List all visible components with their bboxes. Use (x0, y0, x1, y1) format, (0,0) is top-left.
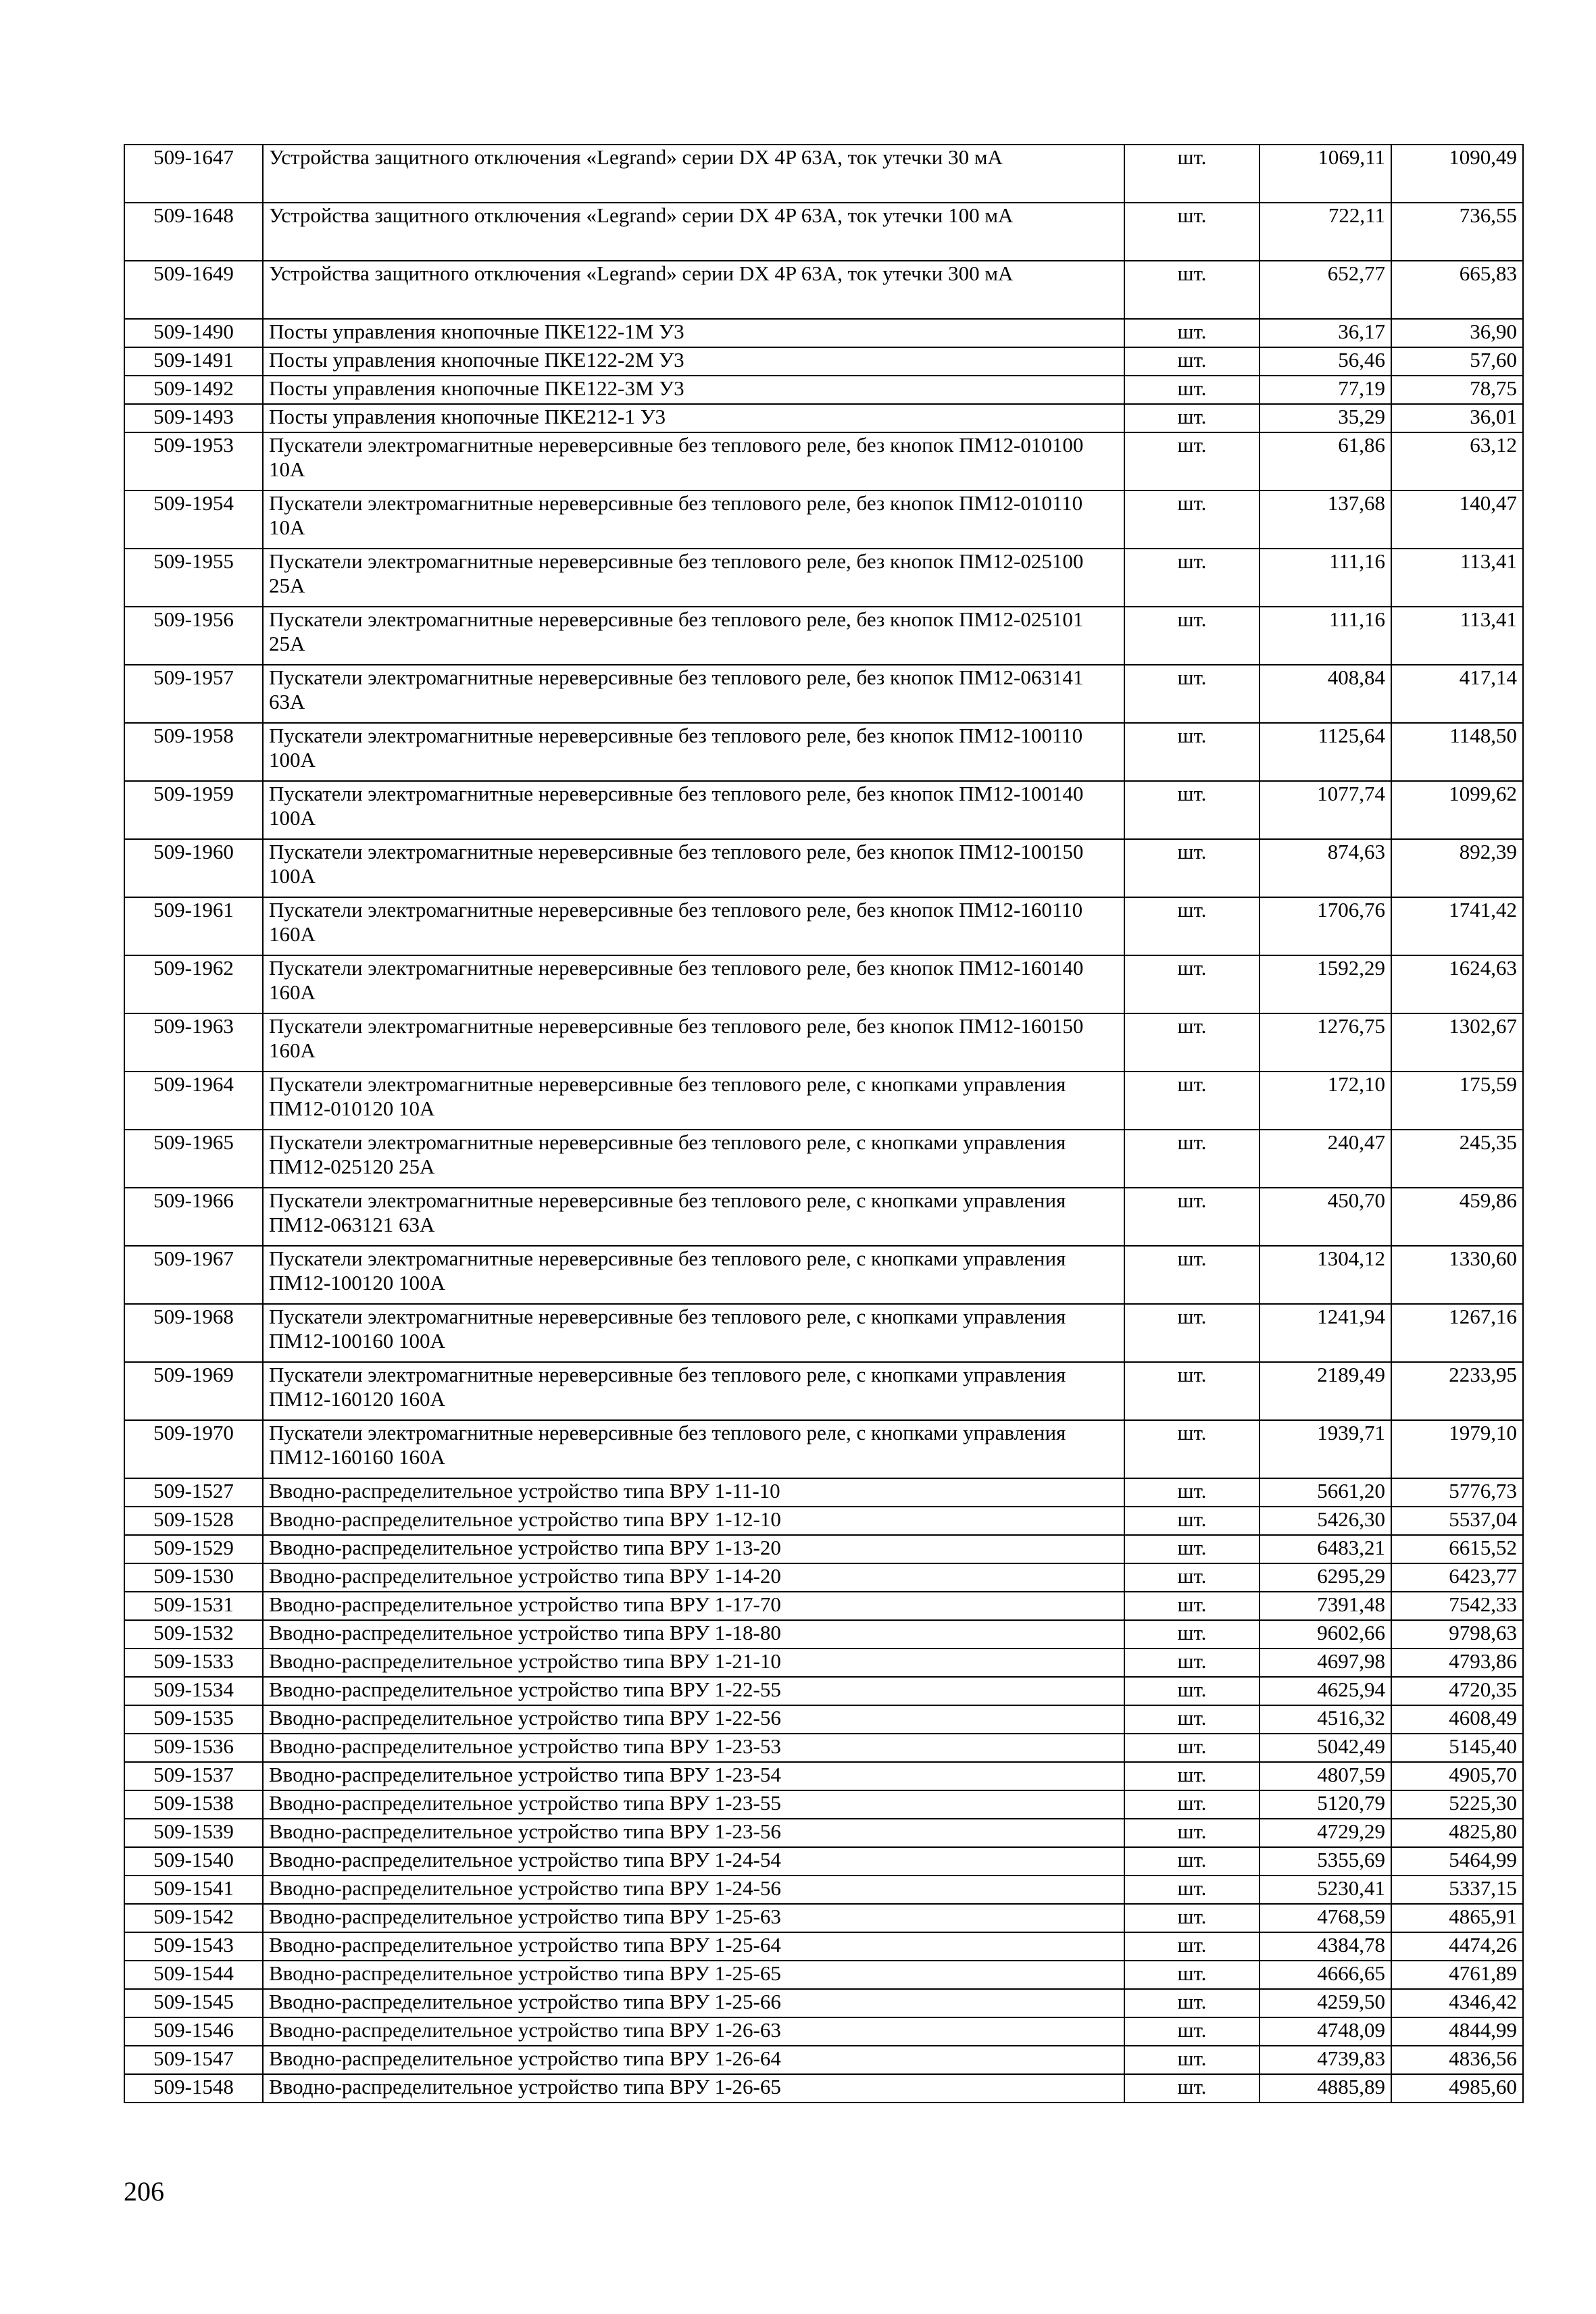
price2-cell: 113,41 (1391, 549, 1523, 607)
code-cell: 509-1961 (124, 897, 263, 955)
name-cell: Вводно-распределительное устройство типа ВРУ 1-26-65 (263, 2074, 1124, 2103)
price1-cell: 5230,41 (1260, 1876, 1391, 1904)
price1-cell: 77,19 (1260, 376, 1391, 404)
code-cell: 509-1954 (124, 491, 263, 549)
unit-cell: шт. (1124, 1535, 1260, 1563)
price2-cell: 736,55 (1391, 203, 1523, 261)
table-row (124, 1904, 1523, 1932)
table-row (124, 549, 1523, 607)
name-cell: Пускатели электромагнитные нереверсивные без теплового реле, с кнопками управления ПМ12-010120 10А (263, 1072, 1124, 1130)
name-cell: Посты управления кнопочные ПКЕ212-1 У3 (263, 404, 1124, 432)
table-row (124, 261, 1523, 319)
code-cell: 509-1545 (124, 1989, 263, 2017)
price2-cell: 5464,99 (1391, 1847, 1523, 1876)
code-cell: 509-1958 (124, 723, 263, 781)
table-row (124, 1478, 1523, 1507)
code-cell: 509-1546 (124, 2017, 263, 2046)
name-cell: Вводно-распределительное устройство типа ВРУ 1-23-54 (263, 1762, 1124, 1790)
price2-cell: 5337,15 (1391, 1876, 1523, 1904)
unit-cell: шт. (1124, 1563, 1260, 1592)
price1-cell: 5661,20 (1260, 1478, 1391, 1507)
price1-cell: 4885,89 (1260, 2074, 1391, 2103)
unit-cell: шт. (1124, 1362, 1260, 1420)
price2-cell: 63,12 (1391, 432, 1523, 491)
unit-cell: шт. (1124, 1620, 1260, 1649)
code-cell: 509-1963 (124, 1013, 263, 1072)
price2-cell: 1099,62 (1391, 781, 1523, 839)
price1-cell: 4259,50 (1260, 1989, 1391, 2017)
price1-cell: 240,47 (1260, 1130, 1391, 1188)
price1-cell: 5426,30 (1260, 1507, 1391, 1535)
unit-cell: шт. (1124, 1876, 1260, 1904)
code-cell: 509-1647 (124, 145, 263, 203)
code-cell: 509-1957 (124, 665, 263, 723)
table-row (124, 1932, 1523, 1961)
price2-cell: 6615,52 (1391, 1535, 1523, 1563)
code-cell: 509-1536 (124, 1734, 263, 1762)
code-cell: 509-1539 (124, 1819, 263, 1847)
price2-cell: 4844,99 (1391, 2017, 1523, 2046)
price1-cell: 1077,74 (1260, 781, 1391, 839)
name-cell: Вводно-распределительное устройство типа ВРУ 1-23-56 (263, 1819, 1124, 1847)
unit-cell: шт. (1124, 1819, 1260, 1847)
table-row (124, 607, 1523, 665)
code-cell: 509-1548 (124, 2074, 263, 2103)
price1-cell: 4768,59 (1260, 1904, 1391, 1932)
price1-cell: 4729,29 (1260, 1819, 1391, 1847)
name-cell: Вводно-распределительное устройство типа ВРУ 1-25-65 (263, 1961, 1124, 1989)
price1-cell: 4807,59 (1260, 1762, 1391, 1790)
name-cell: Вводно-распределительное устройство типа ВРУ 1-25-64 (263, 1932, 1124, 1961)
price1-cell: 1939,71 (1260, 1420, 1391, 1478)
code-cell: 509-1537 (124, 1762, 263, 1790)
name-cell: Вводно-распределительное устройство типа ВРУ 1-22-56 (263, 1705, 1124, 1734)
price2-cell: 892,39 (1391, 839, 1523, 897)
code-cell: 509-1965 (124, 1130, 263, 1188)
code-cell: 509-1530 (124, 1563, 263, 1592)
code-cell: 509-1492 (124, 376, 263, 404)
price1-cell: 56,46 (1260, 347, 1391, 376)
name-cell: Вводно-распределительное устройство типа ВРУ 1-12-10 (263, 1507, 1124, 1535)
price1-cell: 9602,66 (1260, 1620, 1391, 1649)
table-row (124, 1592, 1523, 1620)
code-cell: 509-1959 (124, 781, 263, 839)
name-cell: Посты управления кнопочные ПКЕ122-1М У3 (263, 319, 1124, 347)
table-row (124, 1620, 1523, 1649)
price1-cell: 1069,11 (1260, 145, 1391, 203)
unit-cell: шт. (1124, 2074, 1260, 2103)
price1-cell: 4697,98 (1260, 1649, 1391, 1677)
price2-cell: 4720,35 (1391, 1677, 1523, 1705)
code-cell: 509-1535 (124, 1705, 263, 1734)
price2-cell: 245,35 (1391, 1130, 1523, 1188)
unit-cell: шт. (1124, 1013, 1260, 1072)
code-cell: 509-1538 (124, 1790, 263, 1819)
name-cell: Пускатели электромагнитные нереверсивные без теплового реле, без кнопок ПМ12-100140 100А (263, 781, 1124, 839)
price2-cell: 5537,04 (1391, 1507, 1523, 1535)
unit-cell: шт. (1124, 1734, 1260, 1762)
unit-cell: шт. (1124, 319, 1260, 347)
price2-cell: 175,59 (1391, 1072, 1523, 1130)
price2-cell: 417,14 (1391, 665, 1523, 723)
table-row (124, 955, 1523, 1013)
price2-cell: 4346,42 (1391, 1989, 1523, 2017)
name-cell: Вводно-распределительное устройство типа ВРУ 1-18-80 (263, 1620, 1124, 1649)
table-row (124, 1649, 1523, 1677)
code-cell: 509-1493 (124, 404, 263, 432)
unit-cell: шт. (1124, 1705, 1260, 1734)
unit-cell: шт. (1124, 897, 1260, 955)
unit-cell: шт. (1124, 1961, 1260, 1989)
table-row (124, 1507, 1523, 1535)
unit-cell: шт. (1124, 723, 1260, 781)
table-row (124, 723, 1523, 781)
price1-cell: 1241,94 (1260, 1304, 1391, 1362)
name-cell: Вводно-распределительное устройство типа ВРУ 1-23-53 (263, 1734, 1124, 1762)
price2-cell: 2233,95 (1391, 1362, 1523, 1420)
unit-cell: шт. (1124, 261, 1260, 319)
name-cell: Вводно-распределительное устройство типа ВРУ 1-24-56 (263, 1876, 1124, 1904)
code-cell: 509-1540 (124, 1847, 263, 1876)
price1-cell: 4516,32 (1260, 1705, 1391, 1734)
code-cell: 509-1962 (124, 955, 263, 1013)
price2-cell: 4474,26 (1391, 1932, 1523, 1961)
name-cell: Вводно-распределительное устройство типа ВРУ 1-23-55 (263, 1790, 1124, 1819)
price2-cell: 113,41 (1391, 607, 1523, 665)
code-cell: 509-1960 (124, 839, 263, 897)
price2-cell: 459,86 (1391, 1188, 1523, 1246)
price2-cell: 1148,50 (1391, 723, 1523, 781)
price1-cell: 1125,64 (1260, 723, 1391, 781)
price2-cell: 4836,56 (1391, 2046, 1523, 2074)
price2-cell: 9798,63 (1391, 1620, 1523, 1649)
price1-cell: 1592,29 (1260, 955, 1391, 1013)
price2-cell: 7542,33 (1391, 1592, 1523, 1620)
table-row (124, 1677, 1523, 1705)
table-row (124, 1705, 1523, 1734)
price1-cell: 6295,29 (1260, 1563, 1391, 1592)
name-cell: Пускатели электромагнитные нереверсивные без теплового реле, с кнопками управления ПМ12-160160 160А (263, 1420, 1124, 1478)
table-row (124, 404, 1523, 432)
price2-cell: 1267,16 (1391, 1304, 1523, 1362)
price1-cell: 4384,78 (1260, 1932, 1391, 1961)
table-row (124, 1847, 1523, 1876)
name-cell: Вводно-распределительное устройство типа ВРУ 1-24-54 (263, 1847, 1124, 1876)
price1-cell: 6483,21 (1260, 1535, 1391, 1563)
table-row (124, 1420, 1523, 1478)
code-cell: 509-1964 (124, 1072, 263, 1130)
price2-cell: 5145,40 (1391, 1734, 1523, 1762)
name-cell: Вводно-распределительное устройство типа ВРУ 1-26-63 (263, 2017, 1124, 2046)
price1-cell: 111,16 (1260, 607, 1391, 665)
price2-cell: 4608,49 (1391, 1705, 1523, 1734)
price1-cell: 5120,79 (1260, 1790, 1391, 1819)
price2-cell: 5225,30 (1391, 1790, 1523, 1819)
price-table (124, 144, 1524, 2103)
table-row (124, 347, 1523, 376)
unit-cell: шт. (1124, 1790, 1260, 1819)
code-cell: 509-1968 (124, 1304, 263, 1362)
code-cell: 509-1547 (124, 2046, 263, 2074)
code-cell: 509-1541 (124, 1876, 263, 1904)
price2-cell: 665,83 (1391, 261, 1523, 319)
code-cell: 509-1528 (124, 1507, 263, 1535)
page-number: 206 (124, 2176, 164, 2207)
name-cell: Пускатели электромагнитные нереверсивные без теплового реле, с кнопками управления ПМ12-160120 160А (263, 1362, 1124, 1420)
price1-cell: 137,68 (1260, 491, 1391, 549)
unit-cell: шт. (1124, 1188, 1260, 1246)
price1-cell: 35,29 (1260, 404, 1391, 432)
price1-cell: 7391,48 (1260, 1592, 1391, 1620)
code-cell: 509-1953 (124, 432, 263, 491)
code-cell: 509-1527 (124, 1478, 263, 1507)
table-row (124, 1188, 1523, 1246)
name-cell: Пускатели электромагнитные нереверсивные без теплового реле, без кнопок ПМ12-025101 25А (263, 607, 1124, 665)
price1-cell: 1276,75 (1260, 1013, 1391, 1072)
table-row (124, 376, 1523, 404)
name-cell: Пускатели электромагнитные нереверсивные без теплового реле, с кнопками управления ПМ12-100120 100А (263, 1246, 1124, 1304)
unit-cell: шт. (1124, 1420, 1260, 1478)
code-cell: 509-1490 (124, 319, 263, 347)
table-body (124, 145, 1523, 2103)
code-cell: 509-1533 (124, 1649, 263, 1677)
table-row (124, 1013, 1523, 1072)
price1-cell: 408,84 (1260, 665, 1391, 723)
unit-cell: шт. (1124, 1932, 1260, 1961)
unit-cell: шт. (1124, 839, 1260, 897)
unit-cell: шт. (1124, 432, 1260, 491)
price2-cell: 4865,91 (1391, 1904, 1523, 1932)
name-cell: Посты управления кнопочные ПКЕ122-2М У3 (263, 347, 1124, 376)
name-cell: Пускатели электромагнитные нереверсивные без теплового реле, с кнопками управления ПМ12-025120 25А (263, 1130, 1124, 1188)
price2-cell: 4825,80 (1391, 1819, 1523, 1847)
unit-cell: шт. (1124, 376, 1260, 404)
price1-cell: 36,17 (1260, 319, 1391, 347)
code-cell: 509-1966 (124, 1188, 263, 1246)
price1-cell: 652,77 (1260, 261, 1391, 319)
price1-cell: 1304,12 (1260, 1246, 1391, 1304)
price2-cell: 1624,63 (1391, 955, 1523, 1013)
code-cell: 509-1956 (124, 607, 263, 665)
unit-cell: шт. (1124, 1677, 1260, 1705)
code-cell: 509-1532 (124, 1620, 263, 1649)
unit-cell: шт. (1124, 549, 1260, 607)
name-cell: Пускатели электромагнитные нереверсивные без теплового реле, с кнопками управления ПМ12-063121 63А (263, 1188, 1124, 1246)
unit-cell: шт. (1124, 955, 1260, 1013)
table-row (124, 839, 1523, 897)
price1-cell: 61,86 (1260, 432, 1391, 491)
price2-cell: 4905,70 (1391, 1762, 1523, 1790)
price1-cell: 5042,49 (1260, 1734, 1391, 1762)
unit-cell: шт. (1124, 2017, 1260, 2046)
table-row (124, 1563, 1523, 1592)
table-row (124, 1535, 1523, 1563)
price1-cell: 722,11 (1260, 203, 1391, 261)
table-row (124, 1130, 1523, 1188)
name-cell: Вводно-распределительное устройство типа ВРУ 1-13-20 (263, 1535, 1124, 1563)
unit-cell: шт. (1124, 781, 1260, 839)
table-row (124, 665, 1523, 723)
price2-cell: 5776,73 (1391, 1478, 1523, 1507)
name-cell: Пускатели электромагнитные нереверсивные без теплового реле, без кнопок ПМ12-160140 160А (263, 955, 1124, 1013)
name-cell: Вводно-распределительное устройство типа ВРУ 1-25-63 (263, 1904, 1124, 1932)
price1-cell: 1706,76 (1260, 897, 1391, 955)
unit-cell: шт. (1124, 347, 1260, 376)
code-cell: 509-1955 (124, 549, 263, 607)
table-row (124, 1989, 1523, 2017)
price2-cell: 36,01 (1391, 404, 1523, 432)
table-row (124, 2074, 1523, 2103)
price2-cell: 36,90 (1391, 319, 1523, 347)
price1-cell: 5355,69 (1260, 1847, 1391, 1876)
name-cell: Вводно-распределительное устройство типа ВРУ 1-25-66 (263, 1989, 1124, 2017)
price1-cell: 172,10 (1260, 1072, 1391, 1130)
price2-cell: 1741,42 (1391, 897, 1523, 955)
table-row (124, 203, 1523, 261)
price1-cell: 111,16 (1260, 549, 1391, 607)
code-cell: 509-1543 (124, 1932, 263, 1961)
code-cell: 509-1491 (124, 347, 263, 376)
price2-cell: 140,47 (1391, 491, 1523, 549)
price2-cell: 4985,60 (1391, 2074, 1523, 2103)
name-cell: Пускатели электромагнитные нереверсивные без теплового реле, без кнопок ПМ12-010110 10А (263, 491, 1124, 549)
table-row (124, 1762, 1523, 1790)
unit-cell: шт. (1124, 2046, 1260, 2074)
price2-cell: 57,60 (1391, 347, 1523, 376)
table-row (124, 319, 1523, 347)
name-cell: Пускатели электромагнитные нереверсивные без теплового реле, без кнопок ПМ12-100110 100А (263, 723, 1124, 781)
unit-cell: шт. (1124, 1478, 1260, 1507)
unit-cell: шт. (1124, 1130, 1260, 1188)
price1-cell: 4666,65 (1260, 1961, 1391, 1989)
name-cell: Устройства защитного отключения «Legrand» серии DX 4P 63A, ток утечки 300 мА (263, 261, 1124, 319)
table-row (124, 1304, 1523, 1362)
table-row (124, 1362, 1523, 1420)
unit-cell: шт. (1124, 1904, 1260, 1932)
code-cell: 509-1544 (124, 1961, 263, 1989)
code-cell: 509-1542 (124, 1904, 263, 1932)
unit-cell: шт. (1124, 1592, 1260, 1620)
name-cell: Пускатели электромагнитные нереверсивные без теплового реле, без кнопок ПМ12-025100 25А (263, 549, 1124, 607)
price2-cell: 6423,77 (1391, 1563, 1523, 1592)
code-cell: 509-1648 (124, 203, 263, 261)
code-cell: 509-1970 (124, 1420, 263, 1478)
unit-cell: шт. (1124, 1989, 1260, 2017)
name-cell: Посты управления кнопочные ПКЕ122-3М У3 (263, 376, 1124, 404)
name-cell: Пускатели электромагнитные нереверсивные без теплового реле, без кнопок ПМ12-160150 160А (263, 1013, 1124, 1072)
name-cell: Пускатели электромагнитные нереверсивные без теплового реле, без кнопок ПМ12-010100 10А (263, 432, 1124, 491)
name-cell: Вводно-распределительное устройство типа ВРУ 1-21-10 (263, 1649, 1124, 1677)
unit-cell: шт. (1124, 1304, 1260, 1362)
table-row (124, 491, 1523, 549)
unit-cell: шт. (1124, 1762, 1260, 1790)
table-row (124, 1734, 1523, 1762)
price2-cell: 1979,10 (1391, 1420, 1523, 1478)
price1-cell: 450,70 (1260, 1188, 1391, 1246)
table-row (124, 1876, 1523, 1904)
unit-cell: шт. (1124, 607, 1260, 665)
table-row (124, 2017, 1523, 2046)
code-cell: 509-1969 (124, 1362, 263, 1420)
unit-cell: шт. (1124, 665, 1260, 723)
unit-cell: шт. (1124, 1847, 1260, 1876)
name-cell: Вводно-распределительное устройство типа ВРУ 1-26-64 (263, 2046, 1124, 2074)
table-row (124, 432, 1523, 491)
code-cell: 509-1534 (124, 1677, 263, 1705)
price1-cell: 4625,94 (1260, 1677, 1391, 1705)
name-cell: Пускатели электромагнитные нереверсивные без теплового реле, без кнопок ПМ12-160110 160А (263, 897, 1124, 955)
price1-cell: 4748,09 (1260, 2017, 1391, 2046)
price1-cell: 4739,83 (1260, 2046, 1391, 2074)
unit-cell: шт. (1124, 1649, 1260, 1677)
unit-cell: шт. (1124, 145, 1260, 203)
code-cell: 509-1531 (124, 1592, 263, 1620)
unit-cell: шт. (1124, 203, 1260, 261)
table-row (124, 145, 1523, 203)
name-cell: Пускатели электромагнитные нереверсивные без теплового реле, без кнопок ПМ12-100150 100А (263, 839, 1124, 897)
code-cell: 509-1967 (124, 1246, 263, 1304)
price2-cell: 1302,67 (1391, 1013, 1523, 1072)
price1-cell: 2189,49 (1260, 1362, 1391, 1420)
table-row (124, 1790, 1523, 1819)
name-cell: Пускатели электромагнитные нереверсивные без теплового реле, с кнопками управления ПМ12-100160 100А (263, 1304, 1124, 1362)
code-cell: 509-1529 (124, 1535, 263, 1563)
name-cell: Устройства защитного отключения «Legrand» серии DX 4P 63A, ток утечки 100 мА (263, 203, 1124, 261)
table-row (124, 1961, 1523, 1989)
table-row (124, 781, 1523, 839)
code-cell: 509-1649 (124, 261, 263, 319)
unit-cell: шт. (1124, 1507, 1260, 1535)
name-cell: Вводно-распределительное устройство типа ВРУ 1-11-10 (263, 1478, 1124, 1507)
name-cell: Вводно-распределительное устройство типа ВРУ 1-17-70 (263, 1592, 1124, 1620)
name-cell: Вводно-распределительное устройство типа ВРУ 1-22-55 (263, 1677, 1124, 1705)
price2-cell: 4761,89 (1391, 1961, 1523, 1989)
price1-cell: 874,63 (1260, 839, 1391, 897)
name-cell: Пускатели электромагнитные нереверсивные без теплового реле, без кнопок ПМ12-063141 63А (263, 665, 1124, 723)
price2-cell: 4793,86 (1391, 1649, 1523, 1677)
price2-cell: 1330,60 (1391, 1246, 1523, 1304)
unit-cell: шт. (1124, 404, 1260, 432)
unit-cell: шт. (1124, 491, 1260, 549)
unit-cell: шт. (1124, 1246, 1260, 1304)
name-cell: Вводно-распределительное устройство типа ВРУ 1-14-20 (263, 1563, 1124, 1592)
price2-cell: 78,75 (1391, 376, 1523, 404)
table-row (124, 1819, 1523, 1847)
unit-cell: шт. (1124, 1072, 1260, 1130)
table-row (124, 897, 1523, 955)
table-row (124, 2046, 1523, 2074)
table-row (124, 1072, 1523, 1130)
price2-cell: 1090,49 (1391, 145, 1523, 203)
name-cell: Устройства защитного отключения «Legrand» серии DX 4P 63A, ток утечки 30 мА (263, 145, 1124, 203)
table-row (124, 1246, 1523, 1304)
